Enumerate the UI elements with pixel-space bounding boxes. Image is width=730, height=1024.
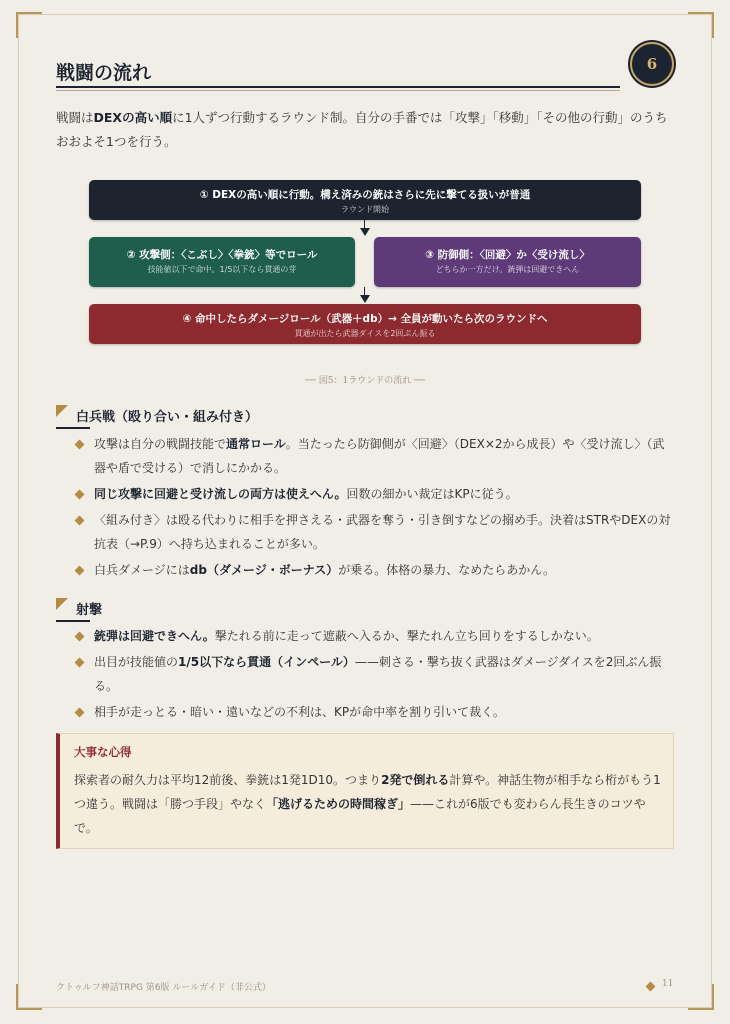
page-header — [56, 52, 674, 92]
flow-step-4: ④ 命中したらダメージロール（武器＋db）→ 全員が動いたら次のラウンドへ 貫通が出たら武器ダイスを2回ぶん振る — [89, 304, 641, 344]
section-heading-melee: 白兵戦（殴り合い・組み付き） — [56, 405, 676, 429]
intro-paragraph: 戦闘はDEXの高い順に1人ずつ行動するラウンド制。自分の手番では「攻撃」「移動」「その他の行動」のうちおおよそ1つを行う。 — [56, 110, 668, 149]
shooting-bullet-list — [74, 624, 674, 726]
chapter-badge: 6 — [630, 42, 674, 86]
intro-emphasis: DEXの高い順 — [93, 110, 173, 125]
section-rule — [56, 427, 90, 429]
list-item: 〈組み付き〉は殴る代わりに相手を押さえる・武器を奪う・引き倒すなどの搦め手。決着はSTRやDEXの対抗表（→P.9）へ持ち込まれることが多い。 — [74, 508, 674, 556]
flow-arrow-down-icon — [360, 228, 370, 236]
list-item: 白兵ダメージにはdb（ダメージ・ボーナス）が乗る。体格の暴力、なめたらあかん。 — [74, 558, 674, 582]
figure-caption: ── 図5：1ラウンドの流れ ── — [305, 376, 425, 386]
flow-step-3: ③ 防御側：〈回避〉か〈受け流し〉 どちらか一方だけ。銃弾は回避できへん — [374, 237, 641, 287]
diamond-bullet-icon — [75, 658, 85, 668]
flow-step-1: ① DEXの高い順に行動。構え済みの銃はさらに先に撃てる扱いが普通 ラウンド開始 — [89, 180, 641, 220]
corner-ornament — [16, 984, 42, 1010]
tip-callout — [56, 733, 674, 849]
corner-ornament — [688, 984, 714, 1010]
tip-title: 大事な心得 — [74, 745, 132, 759]
section-corner-icon — [56, 598, 68, 610]
list-item: 同じ攻撃に回避と受け流しの両方は使えへん。回数の細かい裁定はKPに従う。 — [74, 482, 674, 506]
title-rule — [56, 86, 620, 88]
tip-body: 探索者の耐久力は平均12前後、拳銃は1発1D10。つまり2発で倒れる計算や。神話生物が相手なら桁がもう1つ違う。戦闘は「勝つ手段」やなく「逃げるための時間稼ぎ」——これが6版でも変わらん長生きのコツやで。 — [74, 773, 661, 835]
list-item: 出目が技能値の1/5以下なら貫通（インペール）——刺さる・撃ち抜く武器はダメージダイスを2回ぶん振る。 — [74, 650, 674, 698]
diamond-bullet-icon — [75, 440, 85, 450]
page-title: 戦闘の流れ — [56, 62, 152, 84]
list-item: 攻撃は自分の戦闘技能で通常ロール。当たったら防御側が〈回避〉（DEX×2から成長）や〈受け流し〉（武器や盾で受ける）で消しにかかる。 — [74, 432, 674, 480]
title-rule-thin — [56, 90, 620, 91]
round-flow-diagram — [89, 180, 641, 350]
section-heading-shooting: 射撃 — [56, 598, 676, 622]
section-corner-icon — [56, 405, 68, 417]
diamond-bullet-icon — [75, 632, 85, 642]
flow-step-2: ② 攻撃側：〈こぶし〉〈拳銃〉等でロール 技能値以下で命中。1/5以下なら貫通の芽 — [89, 237, 355, 287]
corner-ornament — [16, 12, 42, 38]
diamond-bullet-icon — [75, 566, 85, 576]
corner-ornament — [688, 12, 714, 38]
page-number: 11 — [662, 979, 674, 989]
section-rule — [56, 620, 90, 622]
list-item: 相手が走っとる・暗い・遠いなどの不利は、KPが命中率を割り引いて裁く。 — [74, 700, 674, 724]
footer-title: クトゥルフ神話TRPG 第6版 ルールガイド（非公式） — [56, 983, 271, 993]
diamond-bullet-icon — [75, 490, 85, 500]
diamond-bullet-icon — [75, 708, 85, 718]
list-item: 銃弾は回避できへん。撃たれる前に走って遮蔽へ入るか、撃たれん立ち回りをするしかない。 — [74, 624, 674, 648]
diamond-bullet-icon — [75, 516, 85, 526]
flow-arrow-down-icon — [360, 295, 370, 303]
melee-bullet-list — [74, 432, 674, 584]
